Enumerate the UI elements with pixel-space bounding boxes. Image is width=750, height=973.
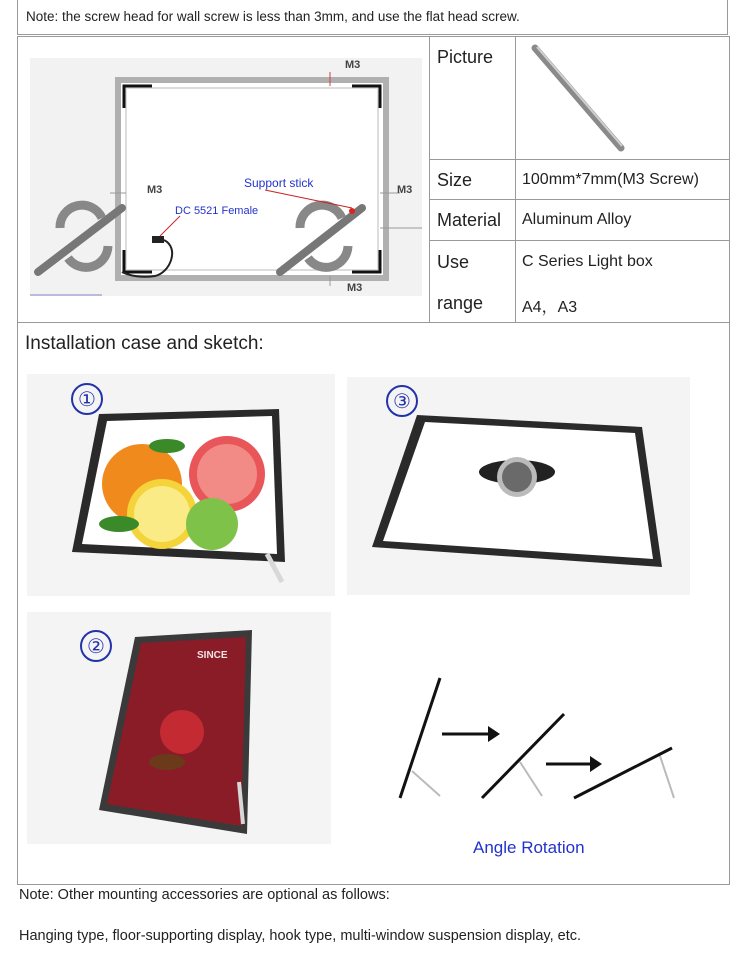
stick-highlight	[537, 47, 622, 146]
installation-title: Installation case and sketch:	[25, 333, 264, 354]
watch-face	[502, 462, 532, 492]
use-label: Use	[437, 252, 470, 272]
frame-diagram	[30, 58, 422, 296]
angle-rotation-label: Angle Rotation	[473, 838, 585, 857]
stick-tip-icon	[349, 208, 355, 214]
support-stick-photo	[521, 42, 641, 152]
use-value: C Series Light box	[522, 253, 653, 270]
arrow-head-icon	[590, 756, 602, 772]
stick-photo-svg	[521, 42, 641, 152]
lemon-flesh	[134, 486, 190, 542]
material-label: Material	[437, 210, 502, 230]
stage-panel	[400, 678, 440, 798]
m3-label-bottom: M3	[347, 282, 363, 294]
material-value: Aluminum Alloy	[522, 211, 632, 228]
spec-divider	[429, 159, 730, 160]
size-value: 100mm*7mm(M3 Screw)	[522, 171, 699, 188]
leaf-icon	[99, 516, 139, 532]
arrow-head-icon	[488, 726, 500, 742]
spec-table	[429, 36, 730, 323]
stage-stand	[660, 756, 674, 798]
m3-label-right: M3	[397, 184, 413, 196]
range-value: A4，A3	[522, 299, 578, 316]
apple-icon	[160, 710, 204, 754]
stage-stand	[520, 762, 542, 796]
grapefruit-flesh	[197, 444, 257, 504]
case-number-2: ②	[80, 630, 112, 662]
spec-divider	[429, 199, 730, 200]
range-label: range	[437, 293, 484, 313]
dc-port-label: DC 5521 Female	[175, 205, 259, 217]
spec-divider	[515, 36, 516, 323]
angle-rotation-sketch	[360, 626, 710, 848]
bottom-note-options: Hanging type, floor-supporting display, hook type, multi-window suspension display, etc.	[19, 928, 582, 944]
poster-brand: SINCE	[197, 650, 228, 661]
case-number-1: ①	[71, 383, 103, 415]
accent-bar	[30, 294, 102, 296]
size-label: Size	[437, 170, 473, 190]
stage-stand	[412, 771, 440, 796]
nuts-icon	[149, 754, 185, 770]
stage-panel	[482, 714, 564, 798]
install-photo-2	[27, 612, 331, 844]
angle-rotation-svg	[360, 626, 710, 848]
spec-divider	[429, 36, 430, 323]
stage-panel	[574, 748, 672, 798]
top-note: Note: the screw head for wall screw is less than 3mm, and use the flat head screw.	[17, 0, 728, 35]
dc-connector-icon	[152, 236, 164, 243]
support-stick-label: Support stick	[244, 176, 314, 190]
spec-divider	[429, 240, 730, 241]
tablet-poster-svg	[27, 612, 331, 844]
case-number-3: ③	[386, 385, 418, 417]
leaf-icon	[149, 439, 185, 453]
m3-label-top: M3	[345, 59, 361, 71]
picture-label: Picture	[437, 47, 494, 67]
bottom-note: Note: Other mounting accessories are optional as follows:	[19, 887, 390, 903]
stick-body	[535, 48, 621, 148]
frame-diagram-svg	[30, 58, 422, 296]
lime-icon	[186, 498, 238, 550]
m3-label-left: M3	[147, 184, 163, 196]
